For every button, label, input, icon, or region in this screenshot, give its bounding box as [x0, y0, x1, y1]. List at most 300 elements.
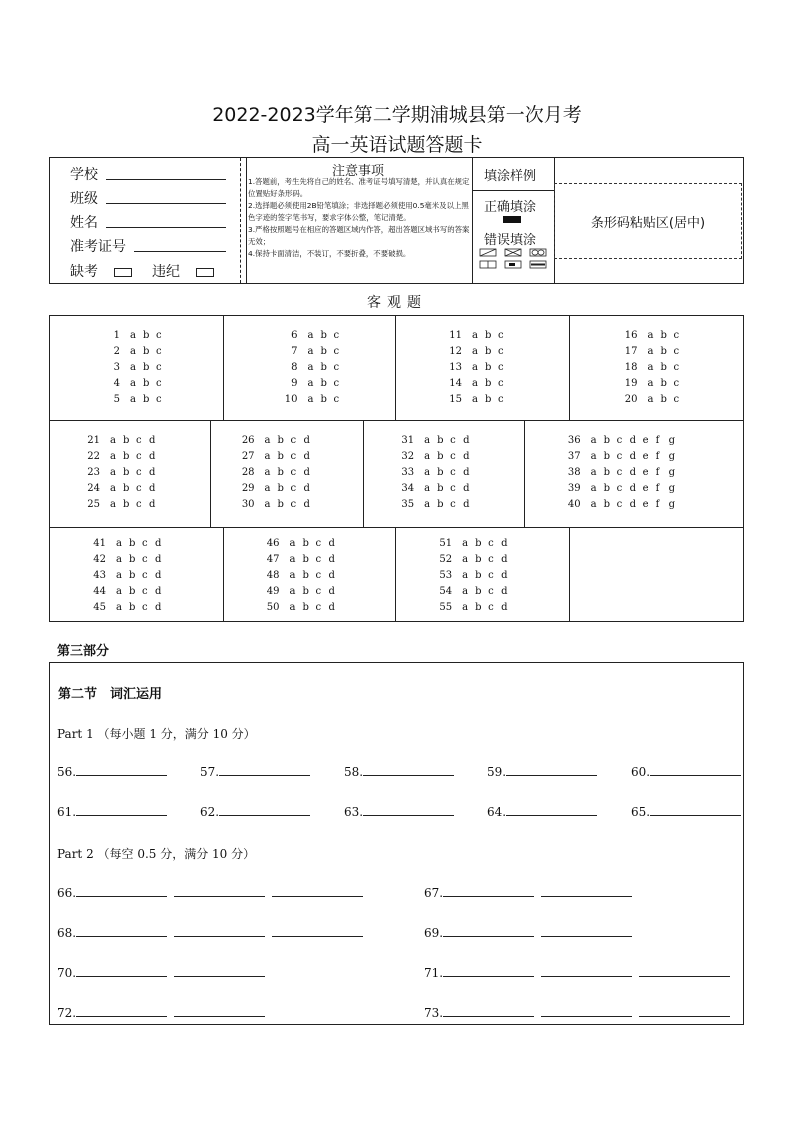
- option-bubble[interactable]: a: [116, 554, 122, 565]
- class-field[interactable]: [106, 203, 226, 204]
- part2-label: Part 2 （每空 0.5 分，满分 10 分）: [57, 847, 256, 861]
- answer-line[interactable]: [639, 1005, 730, 1017]
- option-bubble[interactable]: c: [315, 586, 322, 597]
- option-bubble[interactable]: c: [290, 499, 297, 510]
- option-bubble[interactable]: f: [655, 467, 660, 478]
- question-block-empty: [570, 528, 743, 621]
- option-bubble[interactable]: d: [155, 586, 162, 597]
- answer-line[interactable]: [272, 925, 363, 937]
- option-bubble[interactable]: c: [142, 570, 148, 581]
- answer-line[interactable]: [363, 804, 454, 816]
- option-bubble[interactable]: a: [110, 435, 116, 446]
- option-bubble[interactable]: b: [302, 554, 309, 565]
- option-bubble[interactable]: a: [472, 362, 478, 373]
- option-bubble[interactable]: b: [123, 499, 130, 510]
- option-bubble[interactable]: c: [333, 394, 340, 405]
- option-bubble[interactable]: d: [155, 602, 162, 613]
- option-bubble[interactable]: e: [642, 499, 649, 510]
- option-bubble[interactable]: a: [110, 483, 116, 494]
- school-field[interactable]: [106, 179, 226, 180]
- option-bubble[interactable]: a: [116, 570, 122, 581]
- option-bubble[interactable]: a: [110, 499, 116, 510]
- option-bubble[interactable]: d: [149, 435, 156, 446]
- option-bubble[interactable]: c: [333, 362, 340, 373]
- option-bubble[interactable]: b: [320, 362, 327, 373]
- option-bubble[interactable]: c: [156, 394, 162, 405]
- question-row: [430, 568, 569, 584]
- option-bubble[interactable]: b: [437, 435, 444, 446]
- option-bubble[interactable]: b: [437, 499, 444, 510]
- option-bubble[interactable]: c: [450, 467, 456, 478]
- option-bubble[interactable]: b: [660, 362, 667, 373]
- option-bubble[interactable]: b: [485, 378, 492, 389]
- option-bubble[interactable]: c: [315, 570, 322, 581]
- question-block: [364, 421, 525, 527]
- option-bubble[interactable]: d: [149, 499, 156, 510]
- option-bubble[interactable]: c: [498, 362, 504, 373]
- answer-line[interactable]: [443, 1005, 534, 1017]
- exam-id-field[interactable]: [134, 251, 226, 252]
- option-bubble[interactable]: d: [149, 451, 156, 462]
- option-bubble[interactable]: d: [303, 499, 310, 510]
- option-bubble[interactable]: g: [668, 451, 676, 462]
- option-bubble[interactable]: a: [424, 467, 431, 478]
- option-bubble[interactable]: c: [450, 435, 456, 446]
- question-row: [258, 584, 396, 600]
- option-bubble[interactable]: c: [315, 602, 322, 613]
- barcode-area: 条形码粘贴区(居中): [554, 183, 742, 259]
- option-bubble[interactable]: b: [129, 570, 136, 581]
- option-bubble[interactable]: a: [424, 435, 431, 446]
- option-bubble[interactable]: c: [142, 602, 148, 613]
- answer-line[interactable]: [541, 925, 632, 937]
- option-bubble[interactable]: b: [123, 435, 130, 446]
- option-bubble[interactable]: c: [136, 451, 142, 462]
- option-bubble[interactable]: c: [616, 499, 623, 510]
- option-bubble[interactable]: a: [472, 330, 478, 341]
- option-bubble[interactable]: d: [501, 602, 508, 613]
- option-bubble[interactable]: d: [629, 483, 637, 494]
- correct-fill-label: 正确填涂: [484, 200, 537, 215]
- option-bubble[interactable]: c: [333, 378, 340, 389]
- option-bubble[interactable]: a: [264, 483, 271, 494]
- answer-line[interactable]: [174, 965, 265, 977]
- option-bubble[interactable]: e: [642, 451, 649, 462]
- option-bubble[interactable]: c: [315, 538, 322, 549]
- option-bubble[interactable]: b: [277, 435, 284, 446]
- option-bubble[interactable]: d: [629, 451, 637, 462]
- option-bubble[interactable]: b: [485, 346, 492, 357]
- option-bubble[interactable]: b: [437, 483, 444, 494]
- option-bubble[interactable]: a: [472, 378, 478, 389]
- blank-number: 65.: [631, 805, 651, 819]
- option-bubble[interactable]: b: [320, 346, 327, 357]
- option-bubble[interactable]: c: [450, 483, 456, 494]
- answer-line[interactable]: [541, 885, 632, 897]
- answer-line[interactable]: [541, 1005, 632, 1017]
- option-bubble[interactable]: b: [143, 330, 150, 341]
- option-bubble[interactable]: f: [655, 435, 660, 446]
- option-bubble[interactable]: a: [590, 483, 597, 494]
- option-bubble[interactable]: a: [264, 451, 271, 462]
- option-bubble[interactable]: b: [123, 467, 130, 478]
- option-bubble[interactable]: b: [129, 554, 136, 565]
- option-bubble[interactable]: a: [264, 435, 271, 446]
- option-bubble[interactable]: c: [488, 586, 494, 597]
- option-bubble[interactable]: b: [603, 467, 611, 478]
- option-bubble[interactable]: c: [290, 467, 297, 478]
- part3-title: 第三部分: [57, 644, 110, 659]
- option-bubble[interactable]: c: [156, 346, 162, 357]
- option-bubble[interactable]: c: [136, 467, 142, 478]
- question-number: 5: [113, 394, 120, 405]
- option-bubble[interactable]: d: [629, 467, 637, 478]
- option-bubble[interactable]: c: [142, 538, 148, 549]
- violation-label: [152, 261, 214, 281]
- blank-number: 71.: [424, 966, 444, 980]
- option-bubble[interactable]: b: [320, 378, 327, 389]
- option-bubble[interactable]: d: [463, 467, 470, 478]
- question-number: 49: [266, 586, 280, 597]
- option-bubble[interactable]: c: [290, 435, 297, 446]
- option-bubble[interactable]: b: [437, 451, 444, 462]
- option-bubble[interactable]: b: [277, 483, 284, 494]
- option-bubble[interactable]: f: [655, 499, 660, 510]
- question-row: [559, 465, 743, 481]
- option-bubble[interactable]: d: [328, 570, 335, 581]
- option-bubble[interactable]: e: [642, 467, 649, 478]
- option-bubble[interactable]: a: [130, 330, 136, 341]
- option-bubble[interactable]: b: [129, 586, 136, 597]
- answer-line[interactable]: [76, 1005, 167, 1017]
- option-bubble[interactable]: c: [315, 554, 322, 565]
- answer-line[interactable]: [76, 925, 167, 937]
- option-bubble[interactable]: c: [673, 346, 680, 357]
- answer-line[interactable]: [443, 925, 534, 937]
- option-bubble[interactable]: c: [498, 378, 504, 389]
- question-row: [559, 449, 743, 465]
- option-bubble[interactable]: c: [616, 483, 623, 494]
- option-bubble[interactable]: a: [590, 499, 597, 510]
- option-bubble[interactable]: c: [673, 330, 680, 341]
- option-bubble[interactable]: c: [488, 602, 494, 613]
- option-bubble[interactable]: e: [642, 483, 649, 494]
- option-bubble[interactable]: a: [116, 586, 122, 597]
- option-bubble[interactable]: c: [290, 451, 297, 462]
- option-bubble[interactable]: f: [655, 451, 660, 462]
- objective-grid-3: [49, 528, 744, 622]
- option-bubble[interactable]: a: [647, 378, 654, 389]
- option-bubble[interactable]: a: [647, 362, 654, 373]
- option-bubble[interactable]: a: [424, 483, 431, 494]
- question-row: [616, 376, 743, 392]
- answer-line[interactable]: [650, 764, 741, 776]
- option-bubble[interactable]: c: [673, 378, 680, 389]
- question-row: [440, 344, 568, 360]
- option-bubble[interactable]: a: [647, 330, 654, 341]
- option-bubble[interactable]: c: [156, 378, 162, 389]
- option-bubble[interactable]: b: [129, 538, 136, 549]
- option-bubble[interactable]: b: [660, 346, 667, 357]
- option-bubble[interactable]: a: [289, 538, 296, 549]
- answer-line[interactable]: [541, 965, 632, 977]
- option-bubble[interactable]: d: [155, 570, 162, 581]
- option-bubble[interactable]: a: [647, 394, 654, 405]
- violation-checkbox[interactable]: [196, 268, 214, 277]
- option-bubble[interactable]: a: [472, 394, 478, 405]
- option-bubble[interactable]: a: [462, 586, 469, 597]
- option-bubble[interactable]: c: [488, 538, 494, 549]
- answer-blank: [424, 1005, 730, 1020]
- option-bubble[interactable]: d: [328, 538, 335, 549]
- question-row: [98, 360, 223, 376]
- option-bubble[interactable]: c: [673, 394, 680, 405]
- option-bubble[interactable]: c: [498, 330, 504, 341]
- option-bubble[interactable]: d: [149, 467, 156, 478]
- option-bubble[interactable]: b: [123, 483, 130, 494]
- option-bubble[interactable]: a: [264, 499, 271, 510]
- option-bubble[interactable]: c: [450, 451, 456, 462]
- option-bubble[interactable]: a: [462, 602, 469, 613]
- option-bubble[interactable]: a: [462, 554, 469, 565]
- option-bubble[interactable]: d: [328, 554, 335, 565]
- option-bubble[interactable]: a: [472, 346, 478, 357]
- option-bubble[interactable]: b: [302, 538, 309, 549]
- answer-line[interactable]: [506, 764, 597, 776]
- option-bubble[interactable]: b: [485, 362, 492, 373]
- option-bubble[interactable]: b: [143, 362, 150, 373]
- option-bubble[interactable]: c: [333, 346, 340, 357]
- option-bubble[interactable]: d: [328, 602, 335, 613]
- option-bubble[interactable]: a: [289, 570, 296, 581]
- answer-line[interactable]: [76, 965, 167, 977]
- option-bubble[interactable]: a: [307, 362, 314, 373]
- option-bubble[interactable]: a: [647, 346, 654, 357]
- answer-line[interactable]: [363, 764, 454, 776]
- option-bubble[interactable]: b: [302, 586, 309, 597]
- option-bubble[interactable]: d: [463, 451, 470, 462]
- option-bubble[interactable]: a: [307, 330, 314, 341]
- question-row: [559, 433, 743, 449]
- blank-number: 64.: [487, 805, 507, 819]
- option-bubble[interactable]: a: [289, 602, 296, 613]
- option-bubble[interactable]: a: [424, 499, 431, 510]
- option-bubble[interactable]: b: [320, 394, 327, 405]
- answer-blank: [57, 804, 167, 819]
- option-bubble[interactable]: b: [660, 394, 667, 405]
- answer-blank: [57, 1005, 265, 1020]
- option-bubble[interactable]: c: [333, 330, 340, 341]
- option-bubble[interactable]: c: [136, 435, 142, 446]
- question-row: [430, 552, 569, 568]
- question-number: 39: [567, 483, 581, 494]
- option-bubble[interactable]: b: [143, 378, 150, 389]
- option-bubble[interactable]: b: [277, 499, 284, 510]
- option-bubble[interactable]: a: [307, 346, 314, 357]
- option-bubble[interactable]: b: [660, 330, 667, 341]
- answer-blank: [424, 965, 730, 980]
- answer-blank: [424, 885, 632, 900]
- answer-blank: [631, 804, 741, 819]
- answer-line[interactable]: [174, 1005, 265, 1017]
- question-number: 51: [439, 538, 453, 549]
- option-bubble[interactable]: b: [603, 499, 611, 510]
- answer-line[interactable]: [639, 965, 730, 977]
- notice-item: 1.答题前，考生先将自己的姓名、准考证号填写清楚，并认真在规定位置贴好条形码。: [248, 177, 470, 198]
- option-bubble[interactable]: a: [590, 467, 597, 478]
- absent-checkbox[interactable]: [114, 268, 132, 277]
- objective-grid-1: [49, 315, 744, 421]
- option-bubble[interactable]: d: [463, 499, 470, 510]
- option-bubble[interactable]: a: [424, 451, 431, 462]
- option-bubble[interactable]: a: [116, 538, 122, 549]
- question-number: 41: [93, 538, 106, 549]
- option-bubble[interactable]: a: [130, 378, 136, 389]
- option-bubble[interactable]: a: [289, 586, 296, 597]
- answer-line[interactable]: [219, 804, 310, 816]
- option-bubble[interactable]: d: [463, 435, 470, 446]
- option-bubble[interactable]: b: [485, 330, 492, 341]
- question-number: 8: [291, 362, 298, 373]
- answer-blank: [57, 925, 363, 940]
- notice-item: 2.选择题必须使用2B铅笔填涂；非选择题必须使用0.5毫米及以上黑色字迹的签字笔书写，要求字体公整，笔记清楚。: [248, 201, 469, 222]
- option-bubble[interactable]: b: [123, 451, 130, 462]
- option-bubble[interactable]: c: [136, 499, 142, 510]
- option-bubble[interactable]: d: [501, 538, 508, 549]
- option-bubble[interactable]: a: [590, 435, 597, 446]
- option-bubble[interactable]: b: [475, 602, 482, 613]
- option-bubble[interactable]: b: [277, 451, 284, 462]
- option-bubble[interactable]: d: [463, 483, 470, 494]
- option-bubble[interactable]: d: [328, 586, 335, 597]
- answer-line[interactable]: [443, 965, 534, 977]
- option-bubble[interactable]: a: [462, 570, 469, 581]
- option-bubble[interactable]: b: [302, 570, 309, 581]
- option-bubble[interactable]: b: [129, 602, 136, 613]
- answer-line[interactable]: [272, 885, 363, 897]
- option-bubble[interactable]: d: [303, 435, 310, 446]
- question-number: 54: [439, 586, 453, 597]
- option-bubble[interactable]: b: [475, 586, 482, 597]
- option-bubble[interactable]: d: [155, 554, 162, 565]
- option-bubble[interactable]: d: [629, 499, 637, 510]
- option-bubble[interactable]: a: [307, 394, 314, 405]
- objective-title: 客观题: [367, 295, 427, 311]
- option-bubble[interactable]: b: [277, 467, 284, 478]
- option-bubble[interactable]: c: [488, 570, 494, 581]
- option-bubble[interactable]: a: [590, 451, 597, 462]
- option-bubble[interactable]: d: [303, 483, 310, 494]
- answer-line[interactable]: [174, 925, 265, 937]
- answer-line[interactable]: [219, 764, 310, 776]
- option-bubble[interactable]: a: [289, 554, 296, 565]
- option-bubble[interactable]: b: [302, 602, 309, 613]
- answer-line[interactable]: [76, 804, 167, 816]
- question-number: 45: [93, 602, 106, 613]
- answer-line[interactable]: [506, 804, 597, 816]
- option-bubble[interactable]: c: [498, 394, 504, 405]
- option-bubble[interactable]: a: [130, 362, 136, 373]
- option-bubble[interactable]: g: [668, 483, 676, 494]
- option-bubble[interactable]: c: [673, 362, 680, 373]
- option-bubble[interactable]: d: [149, 483, 156, 494]
- option-bubble[interactable]: c: [142, 586, 148, 597]
- option-bubble[interactable]: d: [501, 586, 508, 597]
- option-bubble[interactable]: c: [616, 451, 623, 462]
- option-bubble[interactable]: b: [475, 554, 482, 565]
- option-bubble[interactable]: b: [143, 394, 150, 405]
- option-bubble[interactable]: d: [303, 451, 310, 462]
- option-bubble[interactable]: c: [488, 554, 494, 565]
- option-bubble[interactable]: d: [629, 435, 637, 446]
- option-bubble[interactable]: a: [116, 602, 122, 613]
- option-bubble[interactable]: b: [320, 330, 327, 341]
- class-label: 班级: [70, 191, 98, 207]
- option-bubble[interactable]: b: [485, 394, 492, 405]
- answer-line[interactable]: [76, 885, 167, 897]
- option-bubble[interactable]: c: [156, 330, 162, 341]
- question-row: [78, 481, 210, 497]
- option-bubble[interactable]: c: [142, 554, 148, 565]
- option-bubble[interactable]: d: [155, 538, 162, 549]
- option-bubble[interactable]: c: [450, 499, 456, 510]
- option-bubble[interactable]: d: [303, 467, 310, 478]
- option-bubble[interactable]: c: [290, 483, 297, 494]
- option-bubble[interactable]: g: [668, 435, 676, 446]
- name-field[interactable]: [106, 227, 226, 228]
- answer-blank: [57, 965, 265, 980]
- question-number: 2: [113, 346, 120, 357]
- option-bubble[interactable]: g: [668, 499, 676, 510]
- option-bubble[interactable]: b: [603, 483, 611, 494]
- question-number: 50: [266, 602, 280, 613]
- question-number: 40: [567, 499, 581, 510]
- option-bubble[interactable]: a: [462, 538, 469, 549]
- option-bubble[interactable]: d: [501, 570, 508, 581]
- option-bubble[interactable]: b: [603, 451, 611, 462]
- option-bubble[interactable]: b: [143, 346, 150, 357]
- option-bubble[interactable]: a: [110, 467, 116, 478]
- option-bubble[interactable]: g: [668, 467, 676, 478]
- option-bubble[interactable]: e: [642, 435, 649, 446]
- option-bubble[interactable]: c: [136, 483, 142, 494]
- option-bubble[interactable]: d: [501, 554, 508, 565]
- answer-line[interactable]: [174, 885, 265, 897]
- option-bubble[interactable]: b: [475, 570, 482, 581]
- answer-line[interactable]: [76, 764, 167, 776]
- vocab-section: [49, 662, 744, 1025]
- option-bubble[interactable]: c: [156, 362, 162, 373]
- option-bubble[interactable]: b: [437, 467, 444, 478]
- option-bubble[interactable]: b: [660, 378, 667, 389]
- answer-line[interactable]: [443, 885, 534, 897]
- notice-item: 4.保持卡面清洁，不装订，不要折叠，不要破损。: [248, 249, 411, 258]
- option-bubble[interactable]: b: [603, 435, 611, 446]
- option-bubble[interactable]: c: [616, 435, 623, 446]
- option-bubble[interactable]: a: [110, 451, 116, 462]
- option-bubble[interactable]: f: [655, 483, 660, 494]
- option-bubble[interactable]: a: [307, 378, 314, 389]
- answer-line[interactable]: [650, 804, 741, 816]
- option-bubble[interactable]: c: [498, 346, 504, 357]
- option-bubble[interactable]: c: [616, 467, 623, 478]
- option-bubble[interactable]: b: [475, 538, 482, 549]
- option-bubble[interactable]: a: [130, 394, 136, 405]
- blank-number: 58.: [344, 765, 364, 779]
- option-bubble[interactable]: a: [264, 467, 271, 478]
- option-bubble[interactable]: a: [130, 346, 136, 357]
- question-number: 26: [241, 435, 255, 446]
